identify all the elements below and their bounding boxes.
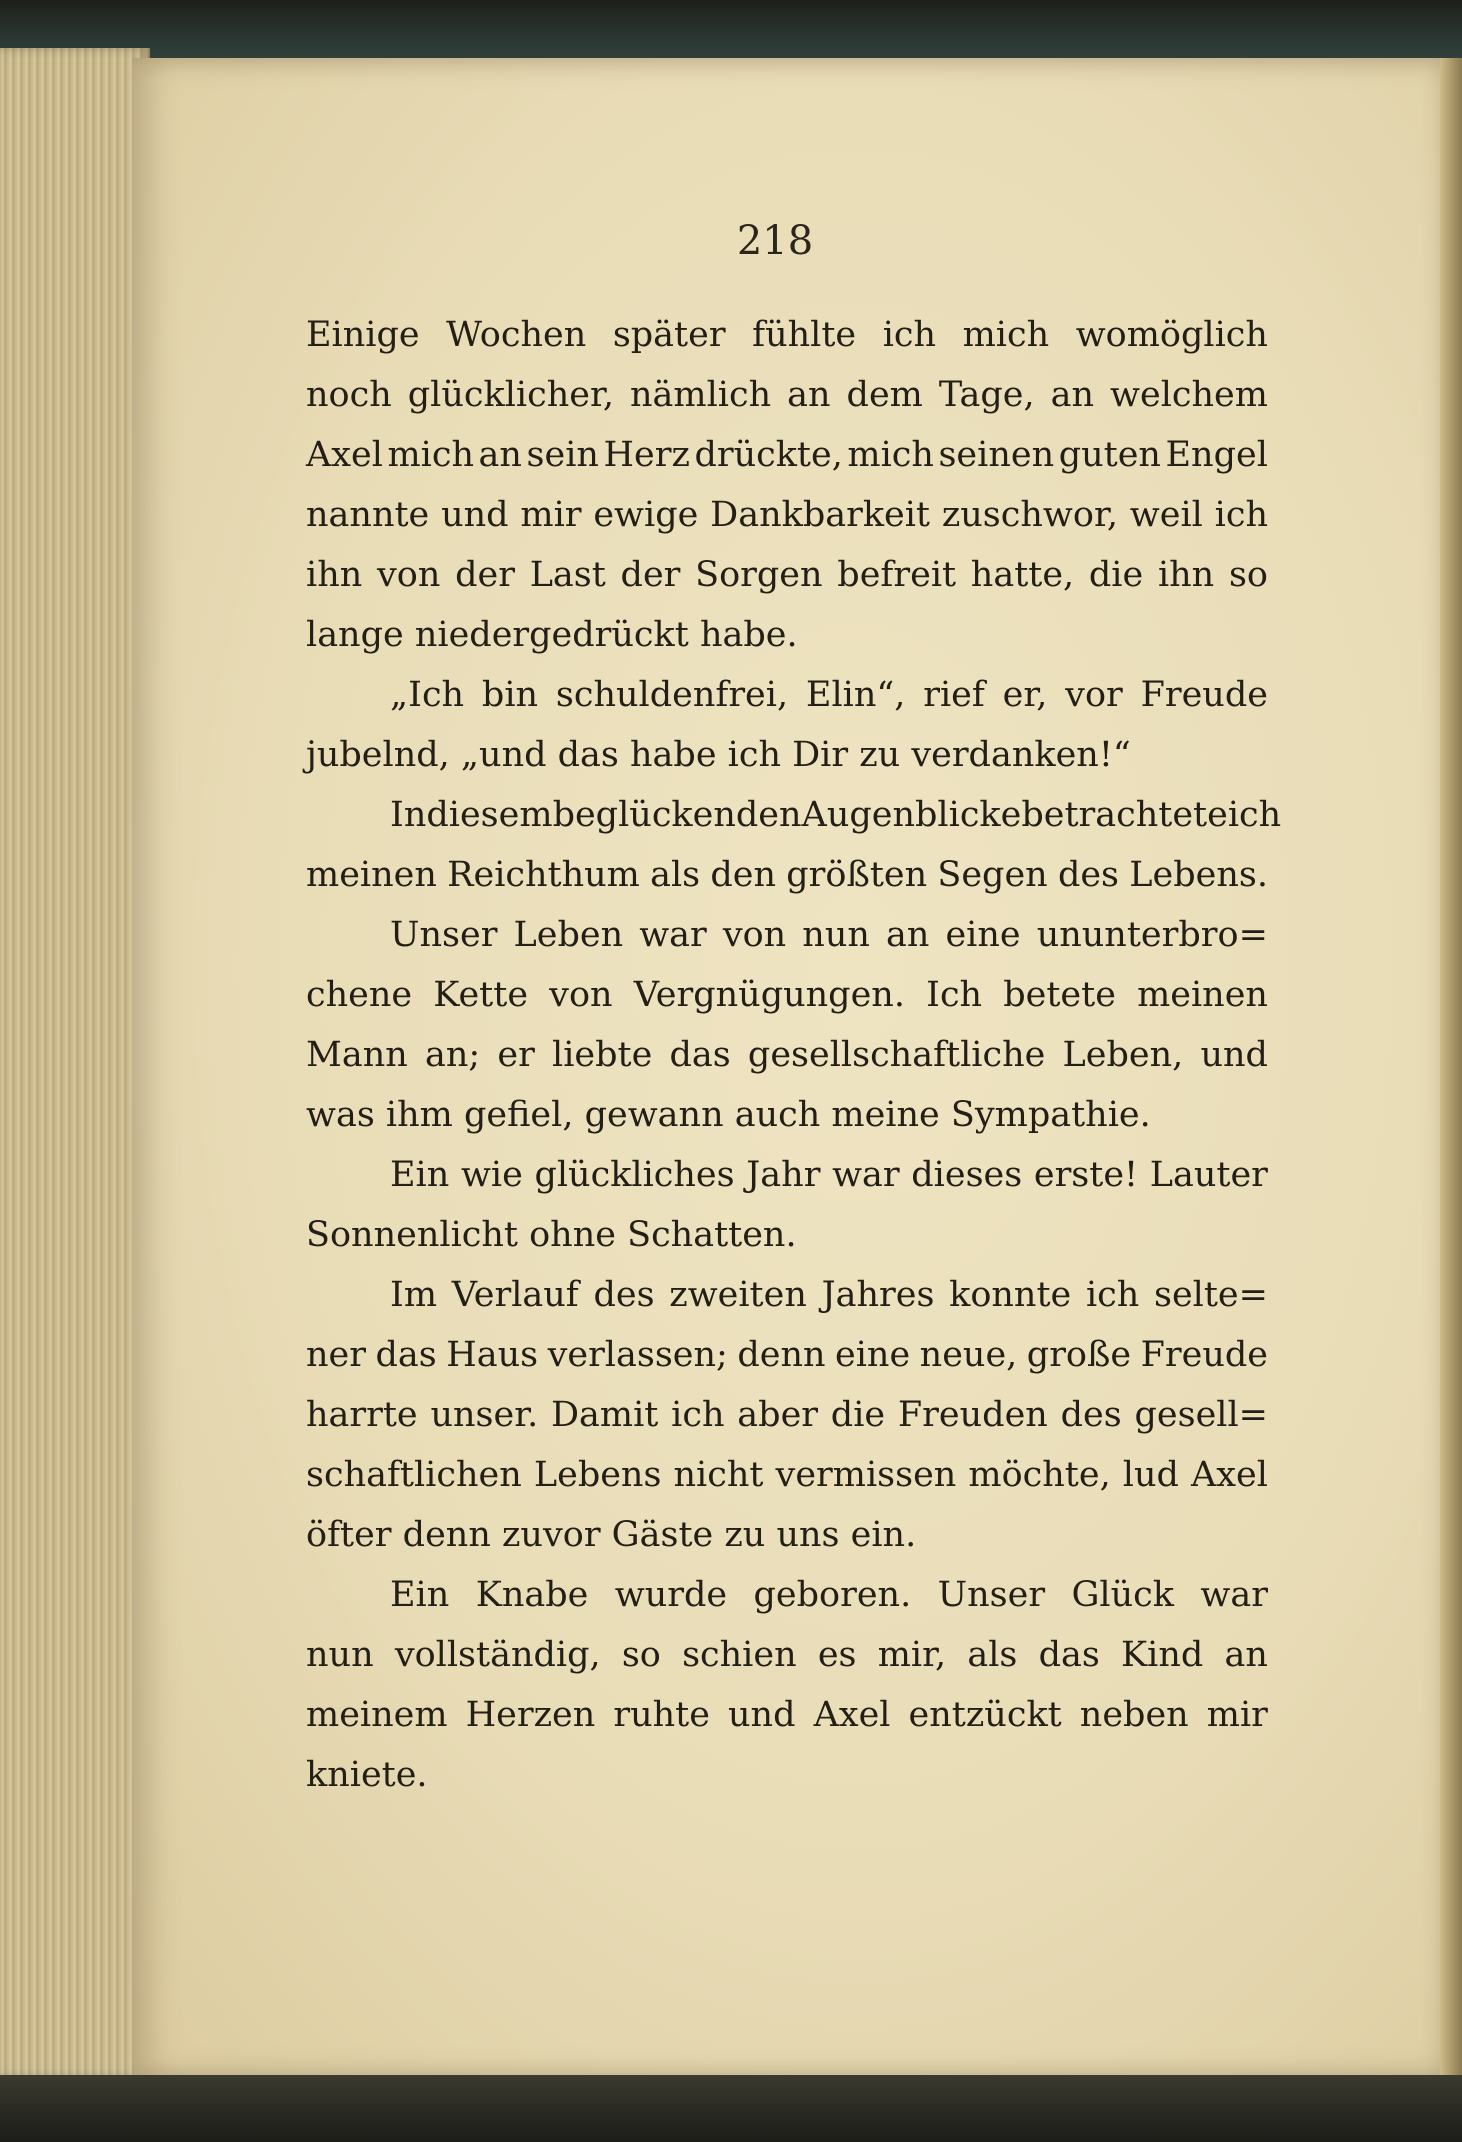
word: betrachtete xyxy=(1021,795,1228,835)
word: Vergnügungen. xyxy=(633,975,905,1015)
word: Elin“, xyxy=(805,675,906,715)
text-line: Sonnenlicht ohne Schatten. xyxy=(306,1215,797,1255)
word: verlassen; xyxy=(547,1335,728,1375)
text-line xyxy=(306,1325,1268,1385)
word: später xyxy=(612,315,726,355)
word: und xyxy=(1200,1035,1268,1075)
word: das xyxy=(669,1035,731,1075)
word: guten xyxy=(1058,435,1161,475)
text-line xyxy=(306,485,1268,545)
text-line xyxy=(306,1145,1268,1205)
text-line xyxy=(306,1685,1268,1745)
word: wie xyxy=(460,1155,523,1195)
word: von xyxy=(549,975,613,1015)
word: beglückenden xyxy=(552,795,802,835)
word: Lauter xyxy=(1149,1155,1268,1195)
word: diesem xyxy=(426,795,553,835)
word: Knabe xyxy=(475,1575,589,1615)
word: an xyxy=(1224,1635,1268,1675)
word: den xyxy=(710,855,777,895)
word: mich xyxy=(847,435,934,475)
word: möchte, xyxy=(968,1455,1111,1495)
word: seinen xyxy=(938,435,1055,475)
word: nun xyxy=(802,915,870,955)
word: noch xyxy=(306,375,392,415)
word: des xyxy=(1057,855,1120,895)
word: Ich xyxy=(926,975,983,1015)
word: Dankbarkeit xyxy=(710,495,931,535)
word: ich xyxy=(882,315,937,355)
word: Kind xyxy=(1121,1635,1204,1675)
word: glücklicher, xyxy=(407,375,614,415)
word: Mann xyxy=(306,1035,408,1075)
word: womöglich xyxy=(1075,315,1268,355)
word: an xyxy=(1050,375,1095,415)
word: Engel xyxy=(1165,435,1268,475)
word: war xyxy=(832,1155,900,1195)
word: welchem xyxy=(1110,375,1268,415)
word: Sorgen xyxy=(695,555,823,595)
text-line: lange niedergedrückt habe. xyxy=(306,615,798,655)
word: vor xyxy=(1065,675,1123,715)
word: eine xyxy=(945,915,1021,955)
word: zweiten xyxy=(669,1275,807,1315)
text-line: öfter denn zuvor Gäste zu uns ein. xyxy=(306,1515,917,1555)
word: nun xyxy=(306,1635,374,1675)
word: so xyxy=(1228,555,1268,595)
word: neben xyxy=(1079,1695,1189,1735)
word: Lebens xyxy=(533,1455,662,1495)
word: nannte xyxy=(306,495,430,535)
word: mir xyxy=(520,495,582,535)
word: ich xyxy=(1085,1275,1140,1315)
word: meinem xyxy=(306,1695,448,1735)
page-number: 218 xyxy=(736,218,814,264)
word: nämlich xyxy=(629,375,772,415)
word: Last xyxy=(529,555,606,595)
word: eine xyxy=(835,1335,911,1375)
word: Jahres xyxy=(821,1275,935,1315)
word: Unser xyxy=(390,915,498,955)
word: des xyxy=(593,1275,655,1315)
word: weil xyxy=(1129,495,1203,535)
word: die xyxy=(1088,555,1144,595)
text-line: was ihm gefiel, gewann auch meine Sympathie. xyxy=(306,1095,1151,1135)
word: es xyxy=(817,1635,857,1675)
word: Kette xyxy=(433,975,529,1015)
word: gesell= xyxy=(1134,1395,1268,1435)
text-line xyxy=(306,1445,1268,1505)
word: dieses xyxy=(911,1155,1023,1195)
word: Unser xyxy=(937,1575,1046,1615)
word: Axel xyxy=(1191,1455,1268,1495)
word: bin xyxy=(481,675,539,715)
word: Freuden xyxy=(897,1395,1048,1435)
word: neue, xyxy=(919,1335,1018,1375)
word: schaftlichen xyxy=(306,1455,522,1495)
word: des xyxy=(1060,1395,1122,1435)
word: Jahr xyxy=(746,1155,821,1195)
word: er xyxy=(497,1035,535,1075)
word: nicht xyxy=(673,1455,764,1495)
book-top-edge xyxy=(0,0,1462,62)
word: gesellschaftliche xyxy=(747,1035,1046,1075)
word: ich xyxy=(1214,495,1268,535)
word: von xyxy=(722,915,787,955)
word: als xyxy=(967,1635,1018,1675)
word: Einige xyxy=(306,315,420,355)
word: konnte xyxy=(949,1275,1072,1315)
word: Herz xyxy=(603,435,690,475)
word: liebte xyxy=(552,1035,653,1075)
word: meinen xyxy=(306,855,437,895)
text-line xyxy=(306,785,1282,845)
word: „Ich xyxy=(390,675,465,715)
text-line xyxy=(306,365,1268,425)
word: war xyxy=(639,915,707,955)
word: aber xyxy=(737,1395,819,1435)
text-line xyxy=(306,905,1268,965)
page-stack-edge xyxy=(0,48,150,2078)
word: ihn xyxy=(306,555,363,595)
word: dem xyxy=(846,375,923,415)
word: an xyxy=(885,915,930,955)
word: Leben xyxy=(513,915,624,955)
word: unser. xyxy=(430,1395,539,1435)
word: mir xyxy=(1206,1695,1268,1735)
word: Damit xyxy=(551,1395,659,1435)
text-line xyxy=(306,425,1268,485)
word: war xyxy=(1200,1575,1268,1615)
word: Augenblicke xyxy=(801,795,1022,835)
word: er, xyxy=(1002,675,1048,715)
word: schuldenfrei, xyxy=(555,675,789,715)
word: und xyxy=(728,1695,796,1735)
word: ununterbro= xyxy=(1036,915,1268,955)
word: Lebens. xyxy=(1129,855,1268,895)
word: das xyxy=(375,1335,437,1375)
word: denn xyxy=(737,1335,826,1375)
word: Glück xyxy=(1071,1575,1174,1615)
word: das xyxy=(1038,1635,1100,1675)
word: vermissen xyxy=(775,1455,957,1495)
word: der xyxy=(620,555,681,595)
word: fühlte xyxy=(752,315,857,355)
word: von xyxy=(377,555,441,595)
word: Tage, xyxy=(938,375,1035,415)
text-line xyxy=(306,965,1268,1025)
word: lud xyxy=(1122,1455,1179,1495)
word: Verlauf xyxy=(451,1275,579,1315)
text-line: kniete. xyxy=(306,1755,428,1795)
text-line xyxy=(306,1565,1268,1625)
word: große xyxy=(1026,1335,1132,1375)
word: an xyxy=(478,435,522,475)
word: zuschwor, xyxy=(941,495,1118,535)
word: mir, xyxy=(877,1635,947,1675)
word: Axel xyxy=(813,1695,891,1735)
word: und xyxy=(441,495,509,535)
word: an; xyxy=(424,1035,481,1075)
word: glückliches xyxy=(534,1155,735,1195)
word: ruhte xyxy=(613,1695,710,1735)
word: größten xyxy=(786,855,928,895)
text-line xyxy=(306,845,1268,905)
word: Haus xyxy=(446,1335,539,1375)
text-line xyxy=(306,1385,1268,1445)
word: vollständig, xyxy=(394,1635,601,1675)
text-line xyxy=(306,545,1268,605)
word: sein xyxy=(526,435,599,475)
word: Ein xyxy=(390,1155,450,1195)
word: harrte xyxy=(306,1395,418,1435)
word: Segen xyxy=(937,855,1048,895)
text-line xyxy=(306,305,1268,365)
word: Wochen xyxy=(446,315,587,355)
word: drückte, xyxy=(694,435,843,475)
word: als xyxy=(650,855,701,895)
word: der xyxy=(455,555,515,595)
word: rief xyxy=(923,675,985,715)
word: selte= xyxy=(1153,1275,1268,1315)
word: hatte, xyxy=(970,555,1075,595)
text-line: jubelnd, „und das habe ich Dir zu verdanken!“ xyxy=(306,735,1131,775)
text-line xyxy=(306,1625,1268,1685)
word: an xyxy=(787,375,831,415)
word: mich xyxy=(387,435,474,475)
word: meinen xyxy=(1137,975,1268,1015)
body-text xyxy=(306,305,1282,1805)
text-line xyxy=(306,665,1268,725)
word: Freude xyxy=(1140,1335,1268,1375)
word: In xyxy=(390,795,427,835)
word: Im xyxy=(390,1275,438,1315)
word: ner xyxy=(306,1335,366,1375)
word: ich xyxy=(671,1395,725,1435)
word: so xyxy=(621,1635,661,1675)
word: die xyxy=(830,1395,886,1435)
word: geboren. xyxy=(753,1575,912,1615)
book-bottom-edge xyxy=(0,2075,1462,2142)
text-line xyxy=(306,1265,1268,1325)
word: schien xyxy=(682,1635,797,1675)
word: wurde xyxy=(614,1575,728,1615)
book-right-edge xyxy=(1440,58,1462,2078)
word: Axel xyxy=(306,435,383,475)
word: Herzen xyxy=(465,1695,596,1735)
word: ewige xyxy=(593,495,699,535)
text-line xyxy=(306,1025,1268,1085)
word: betete xyxy=(1003,975,1116,1015)
word: befreit xyxy=(837,555,957,595)
word: Reichthum xyxy=(447,855,640,895)
word: erste! xyxy=(1033,1155,1139,1195)
word: entzückt xyxy=(908,1695,1062,1735)
word: mich xyxy=(962,315,1050,355)
word: ich xyxy=(1227,795,1282,835)
word: Leben, xyxy=(1062,1035,1184,1075)
word: ihn xyxy=(1157,555,1215,595)
word: Ein xyxy=(390,1575,450,1615)
word: Freude xyxy=(1140,675,1268,715)
word: chene xyxy=(306,975,413,1015)
